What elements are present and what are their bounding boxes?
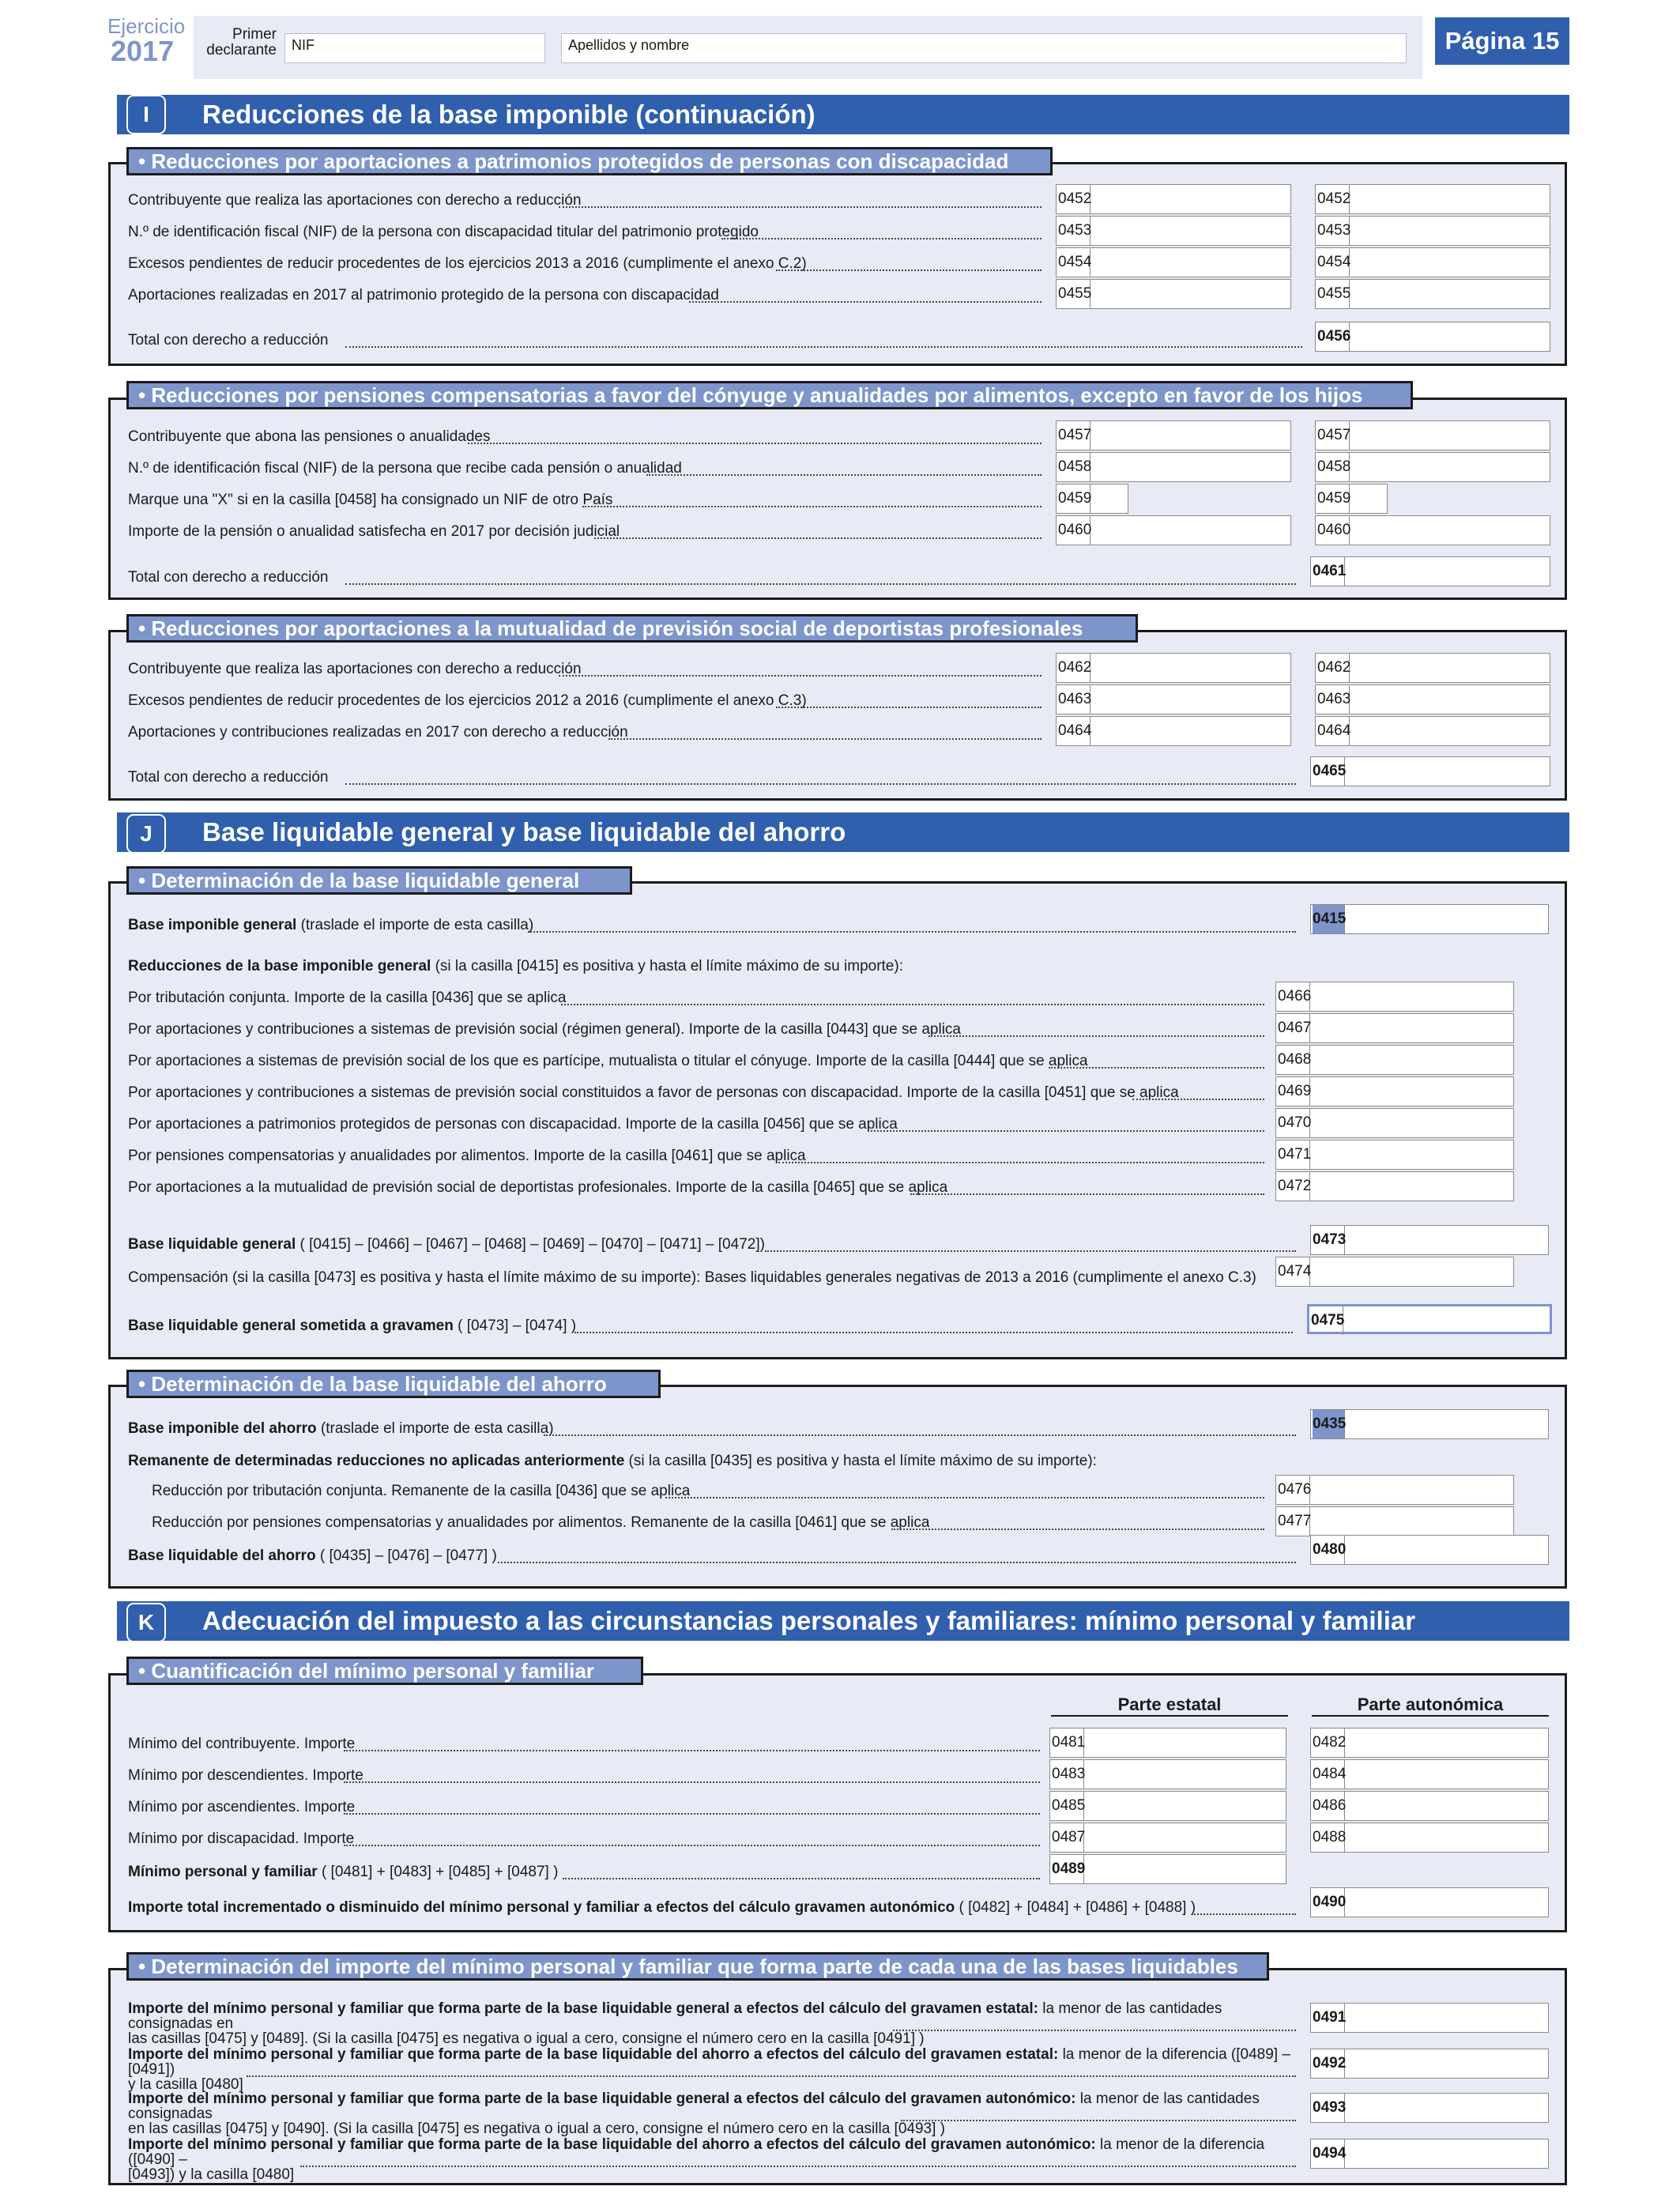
- box-0491[interactable]: [1310, 2003, 1549, 2033]
- box-code: 0462: [1058, 654, 1090, 682]
- box-0488[interactable]: [1310, 1823, 1549, 1853]
- section-j-title: Base liquidable general y base liquidable del ahorro: [202, 817, 846, 846]
- minimo-base-row-text: Importe del mínimo personal y familiar que forma parte de la base liquidable del ahorro a efectos del cálculo del gravamen estatal: la menor de la diferencia ([0489] – [0491]) y la casilla [0480]: [128, 2046, 1290, 2093]
- total-label: Total con derecho a reducción: [128, 569, 329, 586]
- leader-dots: [893, 2030, 1296, 2031]
- box-0453-declarante[interactable]: [1056, 216, 1291, 246]
- box-code: 0472: [1278, 1172, 1310, 1201]
- subsection-deportistas-title: • Reducciones por aportaciones a la mutualidad de previsión social de deportistas profesionales: [126, 614, 1138, 643]
- box-0481[interactable]: [1049, 1728, 1286, 1758]
- box-code: 0455: [1058, 280, 1090, 308]
- box-0476[interactable]: [1275, 1475, 1514, 1505]
- box-0467[interactable]: [1275, 1013, 1514, 1043]
- leader-dots: [468, 443, 1042, 444]
- box-code: 0476: [1278, 1476, 1310, 1504]
- leader-dots: [910, 1193, 1264, 1195]
- checkbox-0459-otro[interactable]: [1315, 484, 1388, 514]
- box-code: 0460: [1317, 516, 1350, 545]
- base-liquidable-general-label: Base liquidable general ( [0415] – [0466] – [0467] – [0468] – [0469] – [0470] – [0471] – [0472]): [128, 1236, 765, 1253]
- reducciones-heading: Reducciones de la base imponible general (si la casilla [0415] es positiva y hasta el límite máximo de su importe):: [128, 958, 903, 974]
- box-0494[interactable]: [1310, 2139, 1549, 2169]
- leader-dots: [559, 206, 1042, 208]
- leader-dots: [594, 537, 1042, 539]
- leader-dots: [563, 1878, 1040, 1879]
- box-code: 0435: [1313, 1410, 1345, 1438]
- box-code: 0493: [1313, 2094, 1345, 2122]
- box-code: 0458: [1317, 453, 1350, 481]
- base-liquidable-ahorro-label: Base liquidable del ahorro ( [0435] – [0476] – [0477] ): [128, 1547, 497, 1564]
- leader-dots: [344, 1750, 1040, 1751]
- compensacion-label: Compensación (si la casilla [0473] es positiva y hasta el límite máximo de su importe): Bases liquidables generales negativas de 2013 a 2016 (cumplimente el anexo C.3): [128, 1269, 1256, 1286]
- box-0452-otro[interactable]: [1315, 184, 1550, 214]
- box-0460-otro[interactable]: [1315, 515, 1550, 545]
- box-0472[interactable]: [1275, 1171, 1514, 1201]
- leader-dots: [300, 2166, 1296, 2167]
- minimo-row-label: Mínimo por discapacidad. Importe: [128, 1830, 355, 1847]
- reduccion-row-label: Por aportaciones a la mutualidad de previsión social de deportistas profesionales. Importe de la casilla [0465] que se aplica: [128, 1179, 948, 1196]
- box-code: 0457: [1058, 421, 1090, 450]
- subsection-patrimonios-title: • Reducciones por aportaciones a patrimonios protegidos de personas con discapacidad: [126, 147, 1053, 175]
- box-0469[interactable]: [1275, 1076, 1514, 1106]
- box-0465-total[interactable]: [1310, 756, 1550, 786]
- box-0454-otro[interactable]: [1315, 247, 1550, 277]
- box-0471[interactable]: [1275, 1140, 1514, 1170]
- box-0480[interactable]: [1310, 1535, 1549, 1565]
- row-label: Marque una "X" si en la casilla [0458] ha consignado un NIF de otro País: [128, 492, 613, 508]
- box-code: 0489: [1052, 1855, 1084, 1883]
- box-0493[interactable]: [1310, 2093, 1549, 2123]
- box-0462-otro[interactable]: [1315, 653, 1550, 683]
- box-code: 0464: [1058, 717, 1090, 745]
- nif-field[interactable]: [284, 33, 545, 63]
- row-label: Aportaciones y contribuciones realizadas en 2017 con derecho a reducción: [128, 724, 628, 741]
- box-0415[interactable]: [1310, 904, 1549, 934]
- box-code: 0469: [1278, 1077, 1310, 1106]
- box-code: 0455: [1317, 280, 1350, 308]
- box-0455-otro[interactable]: [1315, 279, 1550, 309]
- row-label: Contribuyente que realiza las aportaciones con derecho a reducción: [128, 192, 582, 209]
- box-0462-declarante[interactable]: [1056, 653, 1291, 683]
- box-code: 0464: [1317, 717, 1350, 745]
- box-code: 0465: [1313, 757, 1345, 786]
- leader-dots: [721, 238, 1042, 239]
- leader-dots: [1192, 1913, 1296, 1915]
- leader-dots: [765, 1250, 1296, 1252]
- subsection-bla-title: • Determinación de la base liquidable del ahorro: [126, 1370, 661, 1398]
- apellidos-field[interactable]: [561, 33, 1407, 63]
- box-0452-declarante[interactable]: [1056, 184, 1291, 214]
- box-code: 0463: [1058, 685, 1090, 714]
- subsection-minimo-bases-title: • Determinación del importe del mínimo personal y familiar que forma parte de cada una de las bases liquidables: [126, 1952, 1269, 1981]
- box-code: 0471: [1278, 1140, 1310, 1169]
- box-code: 0490: [1313, 1888, 1345, 1917]
- leader-dots: [776, 270, 1042, 271]
- leader-dots: [345, 346, 1302, 348]
- box-0474[interactable]: [1275, 1257, 1514, 1287]
- box-0483[interactable]: [1049, 1759, 1286, 1789]
- remanente-row-label: Reducción por pensiones compensatorias y anualidades por alimentos. Remanente de la casilla [0461] que se aplica: [152, 1514, 930, 1531]
- row-label: N.º de identificación fiscal (NIF) de la persona con discapacidad titular del patrimonio protegido: [128, 224, 759, 240]
- box-code: 0473: [1313, 1226, 1345, 1254]
- leader-dots: [778, 1162, 1264, 1163]
- remanente-heading: Remanente de determinadas reducciones no aplicadas anteriormente (si la casilla [0435] es positiva y hasta el límite máximo de su importe):: [128, 1453, 1097, 1469]
- leader-dots: [345, 583, 1296, 585]
- base-imponible-ahorro-label: Base imponible del ahorro (traslade el importe de esta casilla): [128, 1420, 554, 1437]
- box-code: 0492: [1313, 2049, 1345, 2078]
- section-j-letter: J: [126, 814, 166, 854]
- leader-dots: [498, 1562, 1296, 1563]
- box-code: 0486: [1313, 1792, 1345, 1820]
- box-0457-declarante[interactable]: [1056, 420, 1291, 450]
- leader-dots: [344, 1813, 1040, 1815]
- subsection-pensiones-title: • Reducciones por pensiones compensatorias a favor del cónyuge y anualidades por alimentos, excepto en favor de los hijos: [126, 381, 1413, 409]
- box-0458-declarante[interactable]: [1056, 452, 1291, 482]
- box-code: 0453: [1317, 217, 1350, 245]
- subsection-blg-title: • Determinación de la base liquidable general: [126, 866, 632, 895]
- leader-dots: [544, 1434, 1296, 1436]
- box-0487[interactable]: [1049, 1823, 1286, 1853]
- minimo-base-row-text: Importe del mínimo personal y familiar que forma parte de la base liquidable general a efectos del cálculo del gravamen autonómico: la menor de las cantidades consignadas en las casillas [0475] y [0490]. (Si la casilla [0475] es negativa o igual a cero, consigne el número cero en la casilla [0493] ): [128, 2090, 1260, 2137]
- box-0470[interactable]: [1275, 1108, 1514, 1138]
- box-0482[interactable]: [1310, 1728, 1549, 1758]
- section-i-letter: I: [126, 95, 166, 134]
- box-0453-otro[interactable]: [1315, 216, 1550, 246]
- row-label: Contribuyente que abona las pensiones o anualidades: [128, 428, 491, 445]
- section-i-title: Reducciones de la base imponible (continuación): [202, 100, 816, 129]
- minimo-row-label: Mínimo por descendientes. Importe: [128, 1767, 363, 1784]
- leader-dots: [528, 931, 1296, 933]
- col-parte-estatal: Parte estatal: [1051, 1695, 1288, 1717]
- box-code: 0468: [1278, 1046, 1310, 1074]
- box-0457-otro[interactable]: [1315, 420, 1550, 450]
- box-code: 0456: [1317, 322, 1350, 351]
- row-label: Contribuyente que realiza las aportaciones con derecho a reducción: [128, 661, 582, 677]
- leader-dots: [345, 783, 1296, 785]
- box-0468[interactable]: [1275, 1045, 1514, 1075]
- box-0464-otro[interactable]: [1315, 716, 1550, 746]
- minimo-row-label: Mínimo por ascendientes. Importe: [128, 1799, 356, 1815]
- box-0455-declarante[interactable]: [1056, 279, 1291, 309]
- ejercicio-year: 2017: [111, 35, 175, 67]
- box-0486[interactable]: [1310, 1791, 1549, 1821]
- box-0477[interactable]: [1275, 1506, 1514, 1536]
- reduccion-row-label: Por pensiones compensatorias y anualidades por alimentos. Importe de la casilla [0461] que se aplica: [128, 1148, 806, 1164]
- box-0454-declarante[interactable]: [1056, 247, 1291, 277]
- box-0492[interactable]: [1310, 2049, 1549, 2079]
- row-label: Importe de la pensión o anualidad satisfecha en 2017 por decisión judicial: [128, 523, 620, 540]
- box-0475[interactable]: [1307, 1304, 1552, 1334]
- box-code: 0466: [1278, 982, 1310, 1011]
- checkbox-0459-declarante[interactable]: [1056, 484, 1128, 514]
- leader-dots: [1132, 1099, 1264, 1100]
- box-0456-total[interactable]: [1315, 322, 1550, 352]
- box-code: 0475: [1311, 1306, 1343, 1335]
- box-code: 0415: [1313, 905, 1345, 933]
- box-0489[interactable]: [1049, 1854, 1286, 1884]
- box-code: 0481: [1052, 1728, 1084, 1757]
- row-label: Excesos pendientes de reducir procedentes de los ejercicios 2013 a 2016 (cumplimente el anexo C.2): [128, 255, 807, 272]
- reduccion-row-label: Por tributación conjunta. Importe de la casilla [0436] que se aplica: [128, 990, 567, 1006]
- minimo-row-label: Mínimo del contribuyente. Importe: [128, 1736, 356, 1752]
- leader-dots: [582, 506, 1042, 507]
- reduccion-row-label: Por aportaciones y contribuciones a sistemas de previsión social constituidos a favor de personas con discapacidad. Importe de la casilla [0451] que se aplica: [128, 1084, 1179, 1101]
- box-code: 0487: [1052, 1823, 1084, 1852]
- leader-dots: [665, 1497, 1264, 1498]
- box-0490[interactable]: [1310, 1887, 1549, 1917]
- ejercicio-label: Ejercicio: [107, 14, 186, 38]
- box-0466[interactable]: [1275, 982, 1514, 1012]
- box-code: 0452: [1058, 185, 1090, 213]
- box-code: 0470: [1278, 1109, 1310, 1137]
- box-code: 0458: [1058, 453, 1090, 481]
- col-parte-autonomica: Parte autonómica: [1312, 1695, 1549, 1717]
- box-code: 0459: [1058, 484, 1090, 513]
- box-code: 0488: [1313, 1823, 1345, 1852]
- box-code: 0460: [1058, 516, 1090, 545]
- box-code: 0453: [1058, 217, 1090, 245]
- leader-dots: [776, 707, 1042, 708]
- box-code: 0485: [1052, 1792, 1084, 1820]
- box-0485[interactable]: [1049, 1791, 1286, 1821]
- box-code: 0491: [1313, 2004, 1345, 2032]
- box-code: 0477: [1278, 1507, 1310, 1536]
- box-code: 0474: [1278, 1257, 1310, 1286]
- box-0435[interactable]: [1310, 1409, 1549, 1439]
- leader-dots: [891, 1529, 1264, 1530]
- page-number: Página 15: [1435, 17, 1569, 65]
- box-0458-otro[interactable]: [1315, 452, 1550, 482]
- leader-dots: [247, 2075, 1296, 2077]
- box-0460-declarante[interactable]: [1056, 515, 1291, 545]
- box-code: 0483: [1052, 1760, 1084, 1789]
- leader-dots: [344, 1845, 1040, 1846]
- box-code: 0457: [1317, 421, 1350, 450]
- minimo-base-row-text: Importe del mínimo personal y familiar que forma parte de la base liquidable del ahorro a efectos del cálculo del gravamen autonómico: la menor de la diferencia ([0490] – [0493]) y la casilla [0480]: [128, 2136, 1265, 2183]
- leader-dots: [561, 1004, 1264, 1005]
- leader-dots: [1049, 1067, 1264, 1069]
- remanente-row-label: Reducción por tributación conjunta. Remanente de la casilla [0436] que se aplica: [152, 1483, 691, 1499]
- leader-dots: [344, 1781, 1040, 1783]
- base-imponible-general-label: Base imponible general (traslade el importe de esta casilla): [128, 917, 534, 933]
- reduccion-row-label: Por aportaciones a patrimonios protegidos de personas con discapacidad. Importe de la casilla [0456] que se aplica: [128, 1116, 898, 1133]
- row-label: Aportaciones realizadas en 2017 al patrimonio protegido de la persona con discapacidad: [128, 287, 719, 303]
- base-sometida-gravamen-label: Base liquidable general sometida a gravamen ( [0473] – [0474] ): [128, 1318, 577, 1334]
- box-code: 0452: [1317, 185, 1350, 213]
- reduccion-row-label: Por aportaciones a sistemas de previsión social de los que es partícipe, mutualista o titular el cónyuge. Importe de la casilla [0444] que se aplica: [128, 1053, 1088, 1069]
- box-code: 0463: [1317, 685, 1350, 714]
- box-code: 0459: [1317, 484, 1350, 513]
- leader-dots: [868, 1130, 1264, 1132]
- leader-dots: [559, 675, 1042, 677]
- box-0473[interactable]: [1310, 1225, 1549, 1255]
- minimo-base-row-text: Importe del mínimo personal y familiar que forma parte de la base liquidable general a efectos del cálculo del gravamen estatal: la menor de las cantidades consignadas en las casillas [0475] y [0489]. (Si la casilla [0475] es negativa o igual a cero, consigne el número cero en la casilla [0491] ): [128, 2000, 1222, 2047]
- apellidos-label: Apellidos y nombre: [568, 37, 690, 53]
- box-code: 0482: [1313, 1728, 1345, 1757]
- box-code: 0480: [1313, 1536, 1345, 1564]
- nif-label: NIF: [292, 37, 315, 53]
- box-code: 0454: [1317, 248, 1350, 277]
- leader-dots: [646, 474, 1042, 476]
- total-label: Total con derecho a reducción: [128, 332, 329, 349]
- section-k-letter: K: [126, 1603, 166, 1642]
- leader-dots: [901, 2120, 1296, 2121]
- box-0461-total[interactable]: [1310, 556, 1550, 586]
- leader-dots: [608, 738, 1042, 740]
- section-k-title: Adecuación del impuesto a las circunstancias personales y familiares: mínimo personal y familiar: [202, 1606, 1416, 1635]
- box-0464-declarante[interactable]: [1056, 716, 1291, 746]
- primer-declarante-label: Primer declarante: [206, 26, 277, 58]
- importe-total-autonomico-label: Importe total incrementado o disminuido del mínimo personal y familiar a efectos del cálculo gravamen autonómico ( [0482] + [0484] + [0486] + [0488] ): [128, 1899, 1196, 1916]
- reduccion-row-label: Por aportaciones y contribuciones a sistemas de previsión social (régimen general). Importe de la casilla [0443] que se aplica: [128, 1021, 961, 1038]
- box-code: 0454: [1058, 248, 1090, 277]
- row-label: Excesos pendientes de reducir procedentes de los ejercicios 2012 a 2016 (cumplimente el anexo C.3): [128, 692, 807, 709]
- leader-dots: [574, 1332, 1293, 1333]
- leader-dots: [689, 301, 1042, 303]
- leader-dots: [929, 1035, 1264, 1037]
- minimo-personal-familiar-label: Mínimo personal y familiar ( [0481] + [0483] + [0485] + [0487] ): [128, 1864, 559, 1880]
- box-code: 0494: [1313, 2139, 1345, 2168]
- total-label: Total con derecho a reducción: [128, 769, 329, 786]
- box-0484[interactable]: [1310, 1759, 1549, 1789]
- box-code: 0467: [1278, 1014, 1310, 1042]
- subsection-cuantificacion-title: • Cuantificación del mínimo personal y familiar: [126, 1657, 643, 1685]
- box-code: 0462: [1317, 654, 1350, 682]
- box-0463-otro[interactable]: [1315, 684, 1550, 714]
- box-code: 0484: [1313, 1760, 1345, 1789]
- box-0463-declarante[interactable]: [1056, 684, 1291, 714]
- box-code: 0461: [1313, 557, 1345, 586]
- row-label: N.º de identificación fiscal (NIF) de la persona que recibe cada pensión o anualidad: [128, 460, 682, 477]
